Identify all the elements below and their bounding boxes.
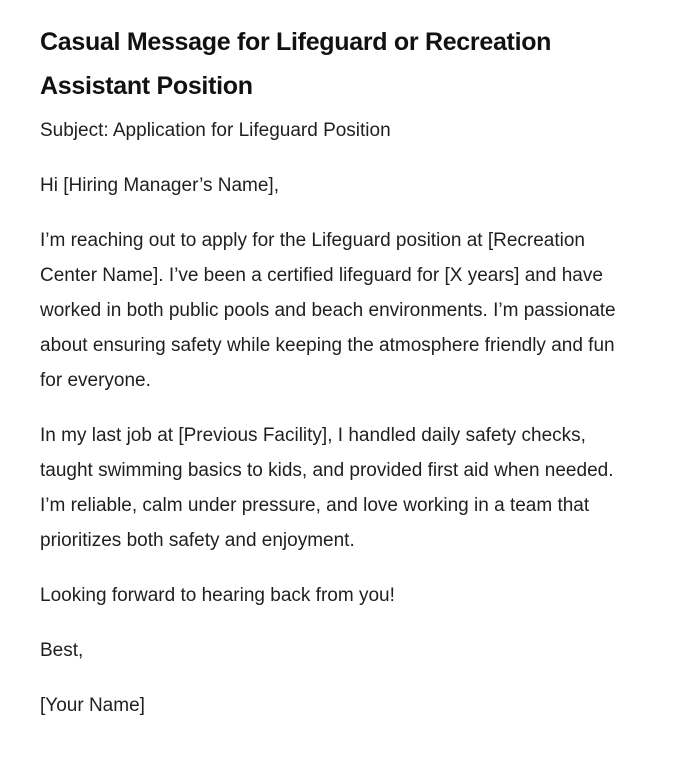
body-paragraph-closing-remark: Looking forward to hearing back from you! bbox=[40, 585, 395, 606]
signature: [Your Name] bbox=[40, 695, 145, 716]
closing: Best, bbox=[40, 640, 84, 661]
body-paragraph-experience: In my last job at [Previous Facility], I handled daily safety checks, taught swimming basics to kids, and provided first aid when needed. I’m reliable, calm under pressure, and love working in a team that prioritizes both safety and enjoyment. bbox=[40, 425, 614, 551]
greeting: Hi [Hiring Manager’s Name], bbox=[40, 175, 279, 196]
document-page bbox=[40, 20, 640, 743]
body-paragraph-intro: I’m reaching out to apply for the Lifeguard position at [Recreation Center Name]. I’ve been a certified lifeguard for [X years] and have worked in both public pools and beach environments. I’m passionate about ensuring safety while keeping the atmosphere friendly and fun for everyone. bbox=[40, 230, 616, 391]
subject-line: Subject: Application for Lifeguard Position bbox=[40, 120, 391, 141]
document-title: Casual Message for Lifeguard or Recreation Assistant Position bbox=[40, 28, 552, 100]
